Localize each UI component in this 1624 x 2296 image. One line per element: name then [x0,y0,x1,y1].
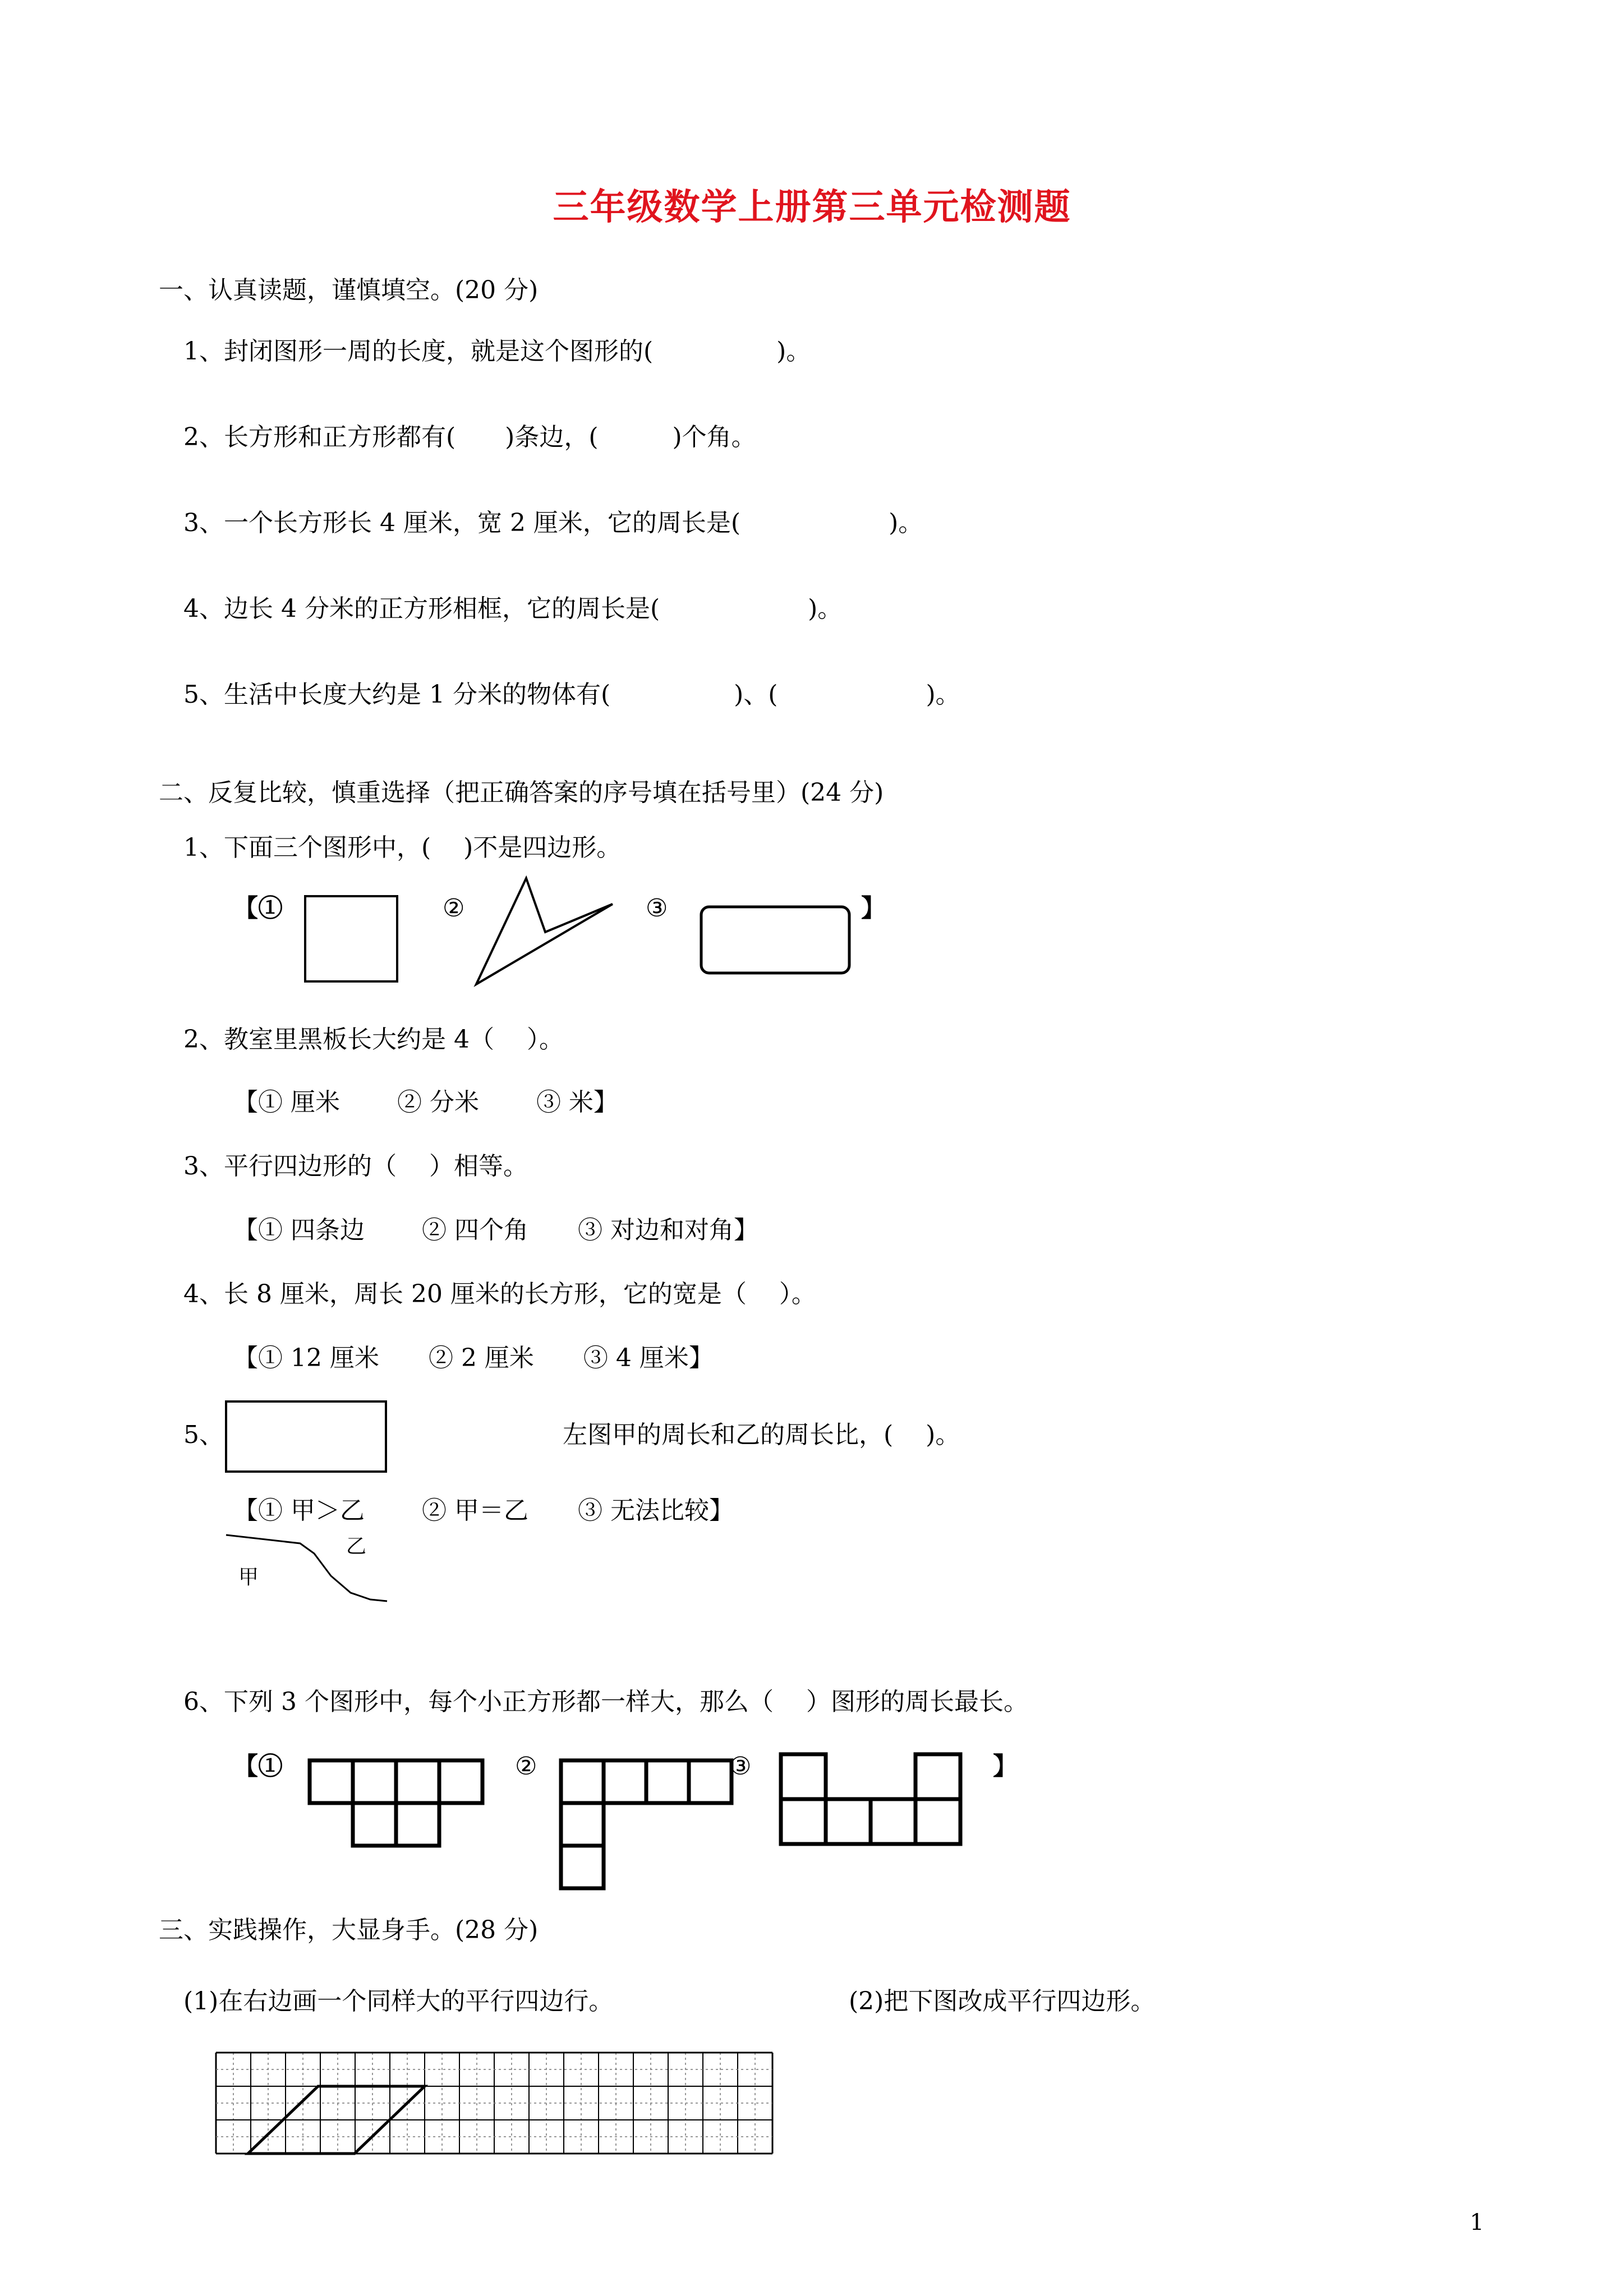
s2-question-3: 3、平行四边形的（ ）相等。 [183,1152,528,1181]
q6-figure-2 [561,1760,732,1888]
s2-q5-options: 【① 甲＞乙 ② 甲＝乙 ③ 无法比较】 [233,1496,734,1525]
s3-task-1: (1)在右边画一个同样大的平行四边行。 [183,1987,614,2016]
s1-question-1: 1、封闭图形一周的长度，就是这个图形的( )。 [183,337,811,366]
s2-question-6: 6、下列 3 个图形中，每个小正方形都一样大，那么（ ）图形的周长最长。 [183,1688,1028,1716]
s1-question-3: 3、一个长方形长 4 厘米，宽 2 厘米，它的周长是( )。 [183,509,923,537]
s2-q3-options: 【① 四条边 ② 四个角 ③ 对边和对角】 [233,1216,758,1244]
q6-figure-1 [310,1760,482,1846]
q5-rectangle-figure [226,1401,386,1472]
s2-question-5: 左图甲的周长和乙的周长比，( )。 [563,1421,960,1449]
s2-q1-option-3: ③ [646,894,668,923]
s2-question-1: 1、下面三个图形中，( )不是四边形。 [183,833,622,862]
q5-label-jia: 甲 [238,1566,259,1589]
s2-q6-option-3: ③ [729,1752,752,1781]
s2-q2-options: 【① 厘米 ② 分米 ③ 米】 [233,1088,618,1117]
s2-q1-bracket-open: 【① [233,894,283,923]
s2-q6-bracket-close: 】 [993,1752,1018,1781]
section2-heading: 二、反复比较，慎重选择（把正确答案的序号填在括号里）(24 分) [159,778,884,807]
s2-q5-number: 5、 [183,1421,224,1449]
q1-concave-quadrilateral-figure [476,878,613,984]
s2-q4-options: 【① 12 厘米 ② 2 厘米 ③ 4 厘米】 [233,1344,714,1372]
s2-q6-option-2: ② [515,1752,537,1781]
s2-q1-bracket-close: 】 [861,894,886,923]
q5-dividing-line [226,1535,387,1601]
s1-question-2: 2、长方形和正方形都有( )条边，( )个角。 [183,423,756,451]
s2-q6-bracket-open: 【① [233,1752,283,1781]
section3-heading: 三、实践操作，大显身手。(28 分) [159,1916,539,1944]
page-title: 三年级数学上册第三单元检测题 [553,186,1071,228]
q5-label-yi: 乙 [346,1535,367,1558]
section1-heading: 一、认真读题，谨慎填空。(20 分) [159,276,539,305]
page-number: 1 [1470,2210,1484,2235]
q1-rounded-rectangle-figure [701,907,849,973]
s2-q1-option-2: ② [443,894,465,923]
s1-question-5: 5、生活中长度大约是 1 分米的物体有( )、( )。 [183,680,960,709]
q1-square-figure [305,896,397,981]
s2-question-2: 2、教室里黑板长大约是 4（ ）。 [183,1025,564,1054]
s2-question-4: 4、长 8 厘米，周长 20 厘米的长方形，它的宽是（ ）。 [183,1280,816,1308]
s3-task-2: (2)把下图改成平行四边形。 [849,1987,1156,2016]
q6-figure-3 [781,1754,960,1844]
s1-question-4: 4、边长 4 分米的正方形相框，它的周长是( )。 [183,594,843,623]
